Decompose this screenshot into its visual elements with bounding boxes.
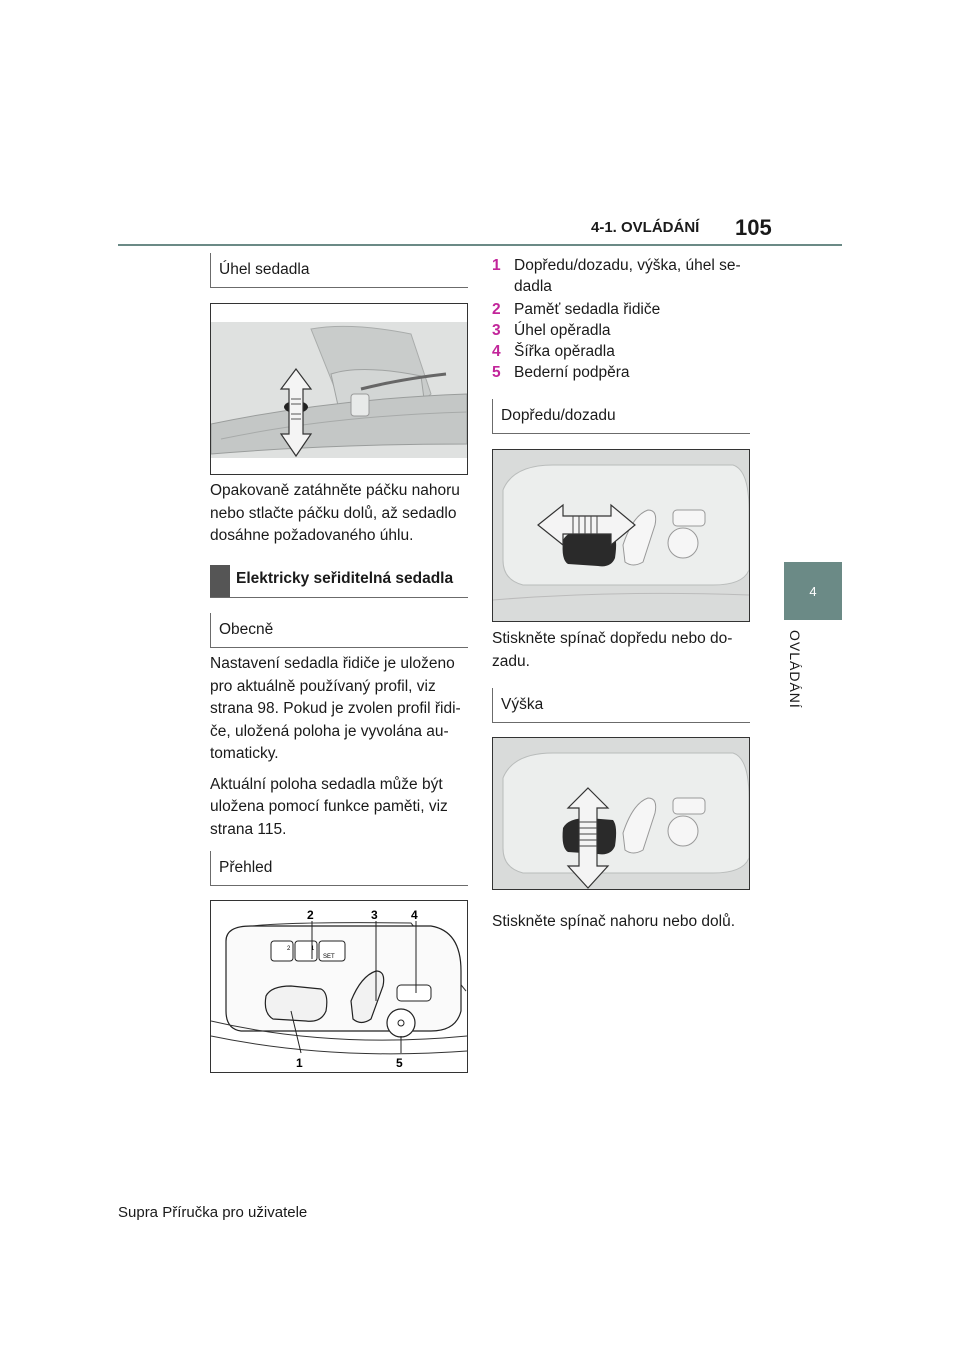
forward-back-switch-illustration	[493, 450, 749, 621]
list-item-number: 1	[492, 257, 501, 274]
seat-angle-text: Opakovaně zatáhněte páčku nahoru nebo stlačte páčku dolů, až sedadlo dosáhne požadovaného úhlu.	[210, 482, 460, 544]
general-paragraph-2: Aktuální poloha sedadla může být uložena pomocí funkce paměti, viz strana 115.	[210, 775, 448, 838]
general-text-block	[210, 653, 472, 849]
seat-lever-illustration	[211, 304, 467, 474]
list-item-text: Dopředu/dozadu, výška, úhel se-dadla	[514, 257, 741, 295]
chapter-vertical-label: OVLÁDÁNÍ	[787, 630, 803, 709]
forward-back-heading: Dopředu/dozadu	[492, 399, 750, 434]
list-item-number: 4	[492, 343, 501, 360]
electric-seats-heading	[210, 565, 468, 598]
chapter-tab[interactable]: 4	[784, 562, 842, 620]
callout-4: 4	[411, 908, 418, 922]
list-item-number: 5	[492, 364, 501, 381]
seat-angle-heading: Úhel sedadla	[210, 253, 468, 288]
height-figure	[492, 737, 750, 890]
list-item	[492, 255, 754, 297]
memory-button-2-label: 2	[287, 946, 291, 952]
section-title: 4-1. OVLÁDÁNÍ	[591, 219, 700, 236]
electric-seats-heading-text: Elektricky seřiditelná sedadla	[236, 570, 454, 587]
overview-heading: Přehled	[210, 851, 468, 886]
callout-2: 2	[307, 908, 314, 922]
general-paragraph-1: Nastavení sedadla řidiče je uloženo pro aktuálně používaný profil, viz strana 98. Pokud je zvolen profil řidi-če, uložená poloha je vyvolána au-tomaticky.	[210, 655, 461, 762]
list-item-text: Šířka opěradla	[514, 343, 615, 360]
list-item-text: Bederní podpěra	[514, 364, 630, 381]
height-text: Stiskněte spínač nahoru nebo dolů.	[492, 913, 736, 930]
set-button-label: SET	[323, 954, 335, 960]
height-switch-illustration	[493, 738, 749, 889]
list-item	[492, 362, 754, 383]
footer-text: Supra Příručka pro uživatele	[118, 1204, 308, 1221]
heading-marker	[210, 565, 230, 597]
page-number: 105	[735, 215, 772, 240]
callout-3: 3	[371, 908, 378, 922]
component-list	[492, 255, 754, 383]
list-item	[492, 320, 754, 341]
list-item-text: Paměť sedadla řidiče	[514, 301, 661, 318]
seat-angle-figure	[210, 303, 468, 475]
list-item-number: 2	[492, 301, 501, 318]
forward-back-text: Stiskněte spínač dopředu nebo do-zadu.	[492, 630, 733, 670]
header-divider	[118, 244, 842, 246]
callout-5: 5	[396, 1056, 403, 1070]
list-item	[492, 299, 754, 320]
seat-controls-diagram	[211, 901, 467, 1072]
list-item-number: 3	[492, 322, 501, 339]
overview-figure	[210, 900, 468, 1073]
callout-1: 1	[296, 1056, 303, 1070]
list-item	[492, 341, 754, 362]
list-item-text: Úhel opěradla	[514, 322, 611, 339]
memory-button-1-label: 1	[311, 946, 315, 952]
forward-back-figure	[492, 449, 750, 622]
height-heading: Výška	[492, 688, 750, 723]
general-heading: Obecně	[210, 613, 468, 648]
